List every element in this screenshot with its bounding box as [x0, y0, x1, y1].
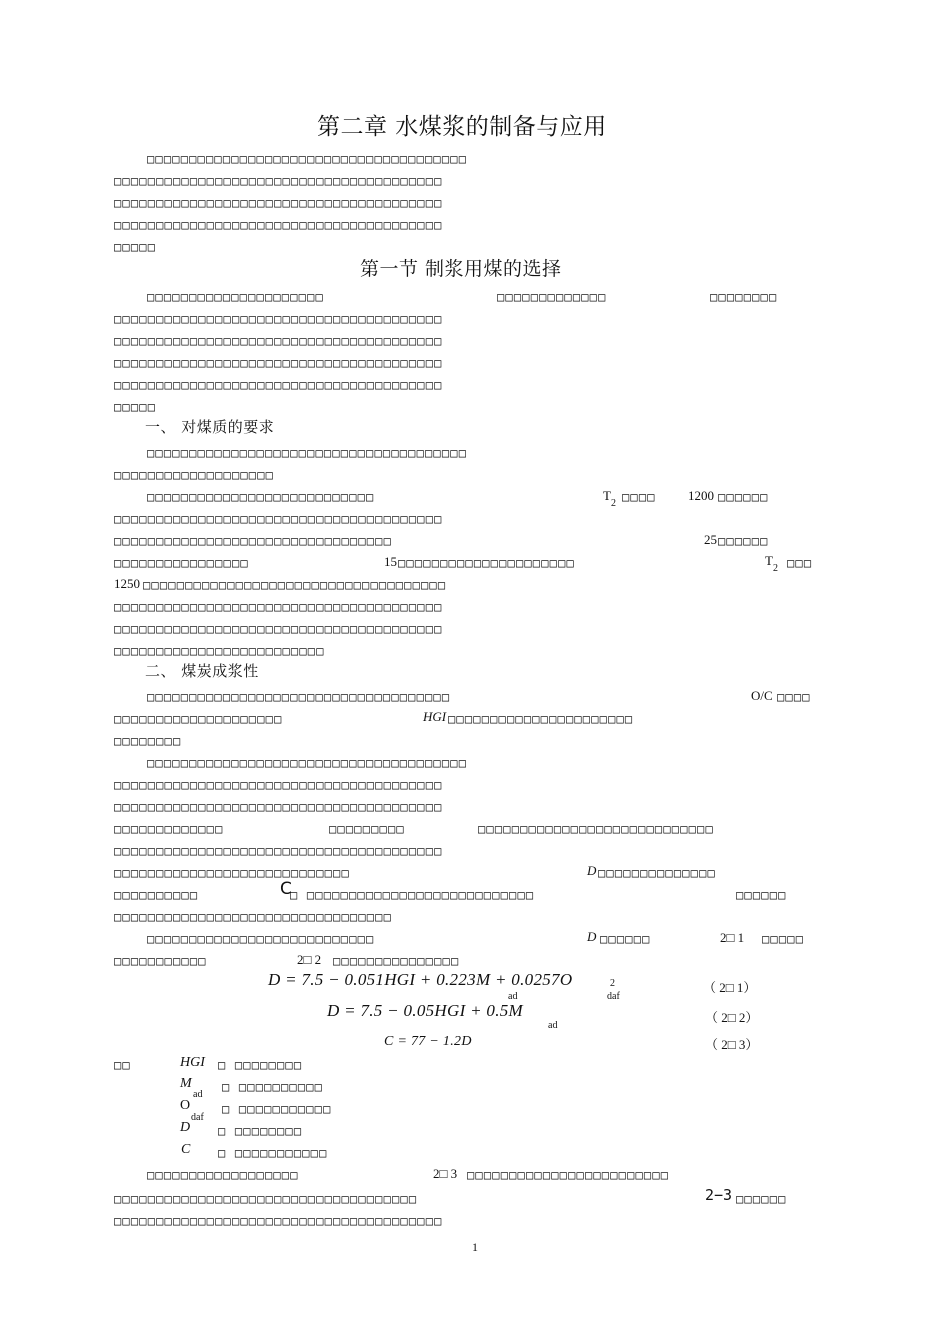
def-symbol: D	[180, 1120, 191, 1135]
sub1-line: □□□□□□□□□□□□□□□□□□□□□□□□□□□□□□□□□□□□□□□	[114, 600, 443, 614]
sub2-line: □□□□□□	[736, 888, 787, 902]
equation-number: （ 2□ 1）	[703, 980, 757, 995]
number-value: 15	[384, 554, 397, 569]
def-symbol: M	[180, 1076, 192, 1091]
sub2-line: □□□□□□	[600, 932, 651, 946]
sub1-line: □□□□□□	[718, 490, 769, 504]
equation-ref: 2−3	[705, 1186, 733, 1204]
sub2-line: □□□□□□□□□□□□□□□□□□□□□□□□□□□□□□□□□	[114, 910, 393, 924]
sub1-line: □□□	[787, 556, 813, 570]
sub2-line: □□□□□□□□□□□□□□□□□□□□□□□□□□□□□□□□□□□□□□□	[114, 778, 443, 792]
sub2-line: □□□□□□□□□□□□□□□	[333, 954, 460, 968]
definitions-lead: □□	[114, 1058, 131, 1072]
sub1-line: □□□□□□□□□□□□□□□□□□□□□□□□□□□□□□□□□□□□□□□	[114, 512, 443, 526]
sub1-line: □□□□□□□□□□□□□□□□□□□□□□□□□□□	[147, 490, 375, 504]
sub1-line: □□□□□□□□□□□□□□□□□□□□□□□□□□□□□□□□□□□□□□□	[114, 622, 443, 636]
sub2-line: □□□□□□□□□□□□□□	[598, 866, 716, 880]
def-text: □ □□□□□□□□□□□	[218, 1146, 328, 1160]
equation-3: C = 77 − 1.2D	[384, 1034, 472, 1049]
sub2-line: □□□□	[777, 690, 811, 704]
def-subscript: daf	[191, 1112, 204, 1123]
intro-line: □□□□□□□□□□□□□□□□□□□□□□□□□□□□□□□□□□□□□□□	[114, 174, 443, 188]
section-line: □□□□□	[114, 400, 157, 414]
sub1-line: □□□□□□□□□□□□□□□□□□□□□□□□□	[114, 644, 325, 658]
tail-line: □□□□□□□□□□□□□□□□□□□□□□□□□□□□□□□□□□□□□□□	[114, 1214, 443, 1228]
section-line: □□□□□□□□□□□□□□□□□□□□□□□□□□□□□□□□□□□□□□□	[114, 356, 443, 370]
def-text: □ □□□□□□□□	[218, 1058, 303, 1072]
def-text: □ □□□□□□□□	[218, 1124, 303, 1138]
section-line: □□□□□□□□□□□□□□□□□□□□□□□□□□□□□□□□□□□□□□□	[114, 334, 443, 348]
equation-subscript: ad	[548, 1020, 558, 1031]
equation-1: D = 7.5 − 0.051HGI + 0.223M + 0.0257O	[268, 970, 573, 989]
symbol-c: C	[280, 879, 292, 899]
sub2-line: □□□□□□□□□□□□□□□□□□□□□□	[448, 712, 634, 726]
chapter-title: 第二章 水煤浆的制备与应用	[317, 114, 607, 140]
sub2-line: □□□□□□□□□□□□□□□□□□□□□□□□□□□□□□□□□□□□	[147, 690, 451, 704]
equation-ref: 2□ 3	[433, 1166, 458, 1181]
sub1-line: □□□□□□	[718, 534, 769, 548]
sub2-line: □□□□□□□□□□□□□□□□□□□□□□□□□□□□□□□□□□□□□□□	[114, 800, 443, 814]
section-line: □□□□□□□□□□□□□□□□□□□□□□□□□□□□□□□□□□□□□□□	[114, 312, 443, 326]
sub2-line: □□□□□□□□□□□□□□□□□□□□□□□□□□□□	[478, 822, 714, 836]
sub2-line: □□□□□□□□□□	[114, 888, 199, 902]
subsection-title: 一、 对煤质的要求	[145, 418, 275, 436]
page-number: 1	[472, 1240, 478, 1254]
section-line: □□□□□□□□□□□□□	[497, 290, 607, 304]
equation-superscript: 2	[610, 978, 615, 989]
def-subscript: ad	[193, 1089, 203, 1100]
tail-line: □□□□□□	[736, 1192, 787, 1206]
intro-line: □□□□□	[114, 240, 157, 254]
sub1-line: □□□□□□□□□□□□□□□□□□□	[114, 468, 275, 482]
equation-ref: 2□ 2	[297, 952, 322, 967]
def-symbol: O	[180, 1098, 191, 1113]
section-title: 第一节 制浆用煤的选择	[360, 258, 562, 280]
section-line: □□□□□□□□	[710, 290, 778, 304]
sub2-line: □□□□□□□□□	[329, 822, 405, 836]
sub2-line: □□□□□□□□□□□□□□□□□□□□□□□□□□□□□□□□□□□□□□□	[114, 844, 443, 858]
sub2-line: □□□□□□□□	[114, 734, 182, 748]
sub2-line: □□□□□□□□□□□□□	[114, 822, 224, 836]
sub1-line: □□□□□□□□□□□□□□□□	[114, 556, 249, 570]
symbol-hgi: HGI	[423, 709, 447, 724]
number-value: 1200	[688, 488, 714, 503]
sub1-line: □□□□□□□□□□□□□□□□□□□□□□□□□□□□□□□□□□□□□□	[147, 446, 468, 460]
intro-line: □□□□□□□□□□□□□□□□□□□□□□□□□□□□□□□□□□□□□□□	[114, 196, 443, 210]
sub1-line: □□□□□□□□□□□□□□□□□□□□□	[398, 556, 575, 570]
equation-subscript: daf	[607, 991, 620, 1002]
intro-line: □□□□□□□□□□□□□□□□□□□□□□□□□□□□□□□□□□□□□□	[147, 152, 468, 166]
section-line: □□□□□□□□□□□□□□□□□□□□□	[147, 290, 324, 304]
def-text: □ □□□□□□□□□□□	[222, 1102, 332, 1116]
equation-number: （ 2□ 2）	[705, 1010, 759, 1025]
def-symbol: C	[181, 1142, 191, 1157]
symbol-t2: $T_2$	[765, 553, 778, 574]
def-symbol: HGI	[180, 1055, 205, 1070]
sub2-line: □□□□□□□□□□□□□□□□□□□□□□□□□□□□□□□□□□□□□□	[147, 756, 468, 770]
intro-line: □□□□□□□□□□□□□□□□□□□□□□□□□□□□□□□□□□□□□□□	[114, 218, 443, 232]
tail-line: □□□□□□□□□□□□□□□□□□	[147, 1168, 299, 1182]
sub1-line: □□□□□□□□□□□□□□□□□□□□□□□□□□□□□□□□□	[114, 534, 393, 548]
sub2-line: □□□□□□□□□□□□□□□□□□□□□□□□□□□□	[114, 866, 350, 880]
symbol-d: D	[587, 929, 597, 944]
sub2-line: □□□□□□□□□□□	[114, 954, 207, 968]
equation-ref: 2□ 1	[720, 930, 745, 945]
subsection-title: 二、 煤炭成浆性	[145, 662, 259, 680]
symbol-t2: $T_2$	[603, 488, 616, 509]
equation-subscript: ad	[508, 991, 518, 1002]
sub1-line: □□□□□□□□□□□□□□□□□□□□□□□□□□□□□□□□□□□□	[143, 578, 447, 592]
equation-number: （ 2□ 3）	[705, 1037, 759, 1052]
sub1-line: □□□□	[622, 490, 656, 504]
number-value: 1250	[114, 576, 140, 591]
ratio-oc: O/C	[751, 688, 773, 703]
sub2-line: □□□□□□□□□□□□□□□□□□□□	[114, 712, 283, 726]
sub2-line: □□□□□	[762, 932, 805, 946]
def-text: □ □□□□□□□□□□	[222, 1080, 324, 1094]
sub2-line: □ □□□□□□□□□□□□□□□□□□□□□□□□□□□	[290, 888, 535, 902]
section-line: □□□□□□□□□□□□□□□□□□□□□□□□□□□□□□□□□□□□□□□	[114, 378, 443, 392]
tail-line: □□□□□□□□□□□□□□□□□□□□□□□□	[467, 1168, 670, 1182]
symbol-d: D	[587, 863, 597, 878]
equation-2: D = 7.5 − 0.05HGI + 0.5M	[327, 1001, 524, 1020]
number-value: 25	[704, 532, 717, 547]
tail-line: □□□□□□□□□□□□□□□□□□□□□□□□□□□□□□□□□□□□	[114, 1192, 418, 1206]
sub2-line: □□□□□□□□□□□□□□□□□□□□□□□□□□□	[147, 932, 375, 946]
